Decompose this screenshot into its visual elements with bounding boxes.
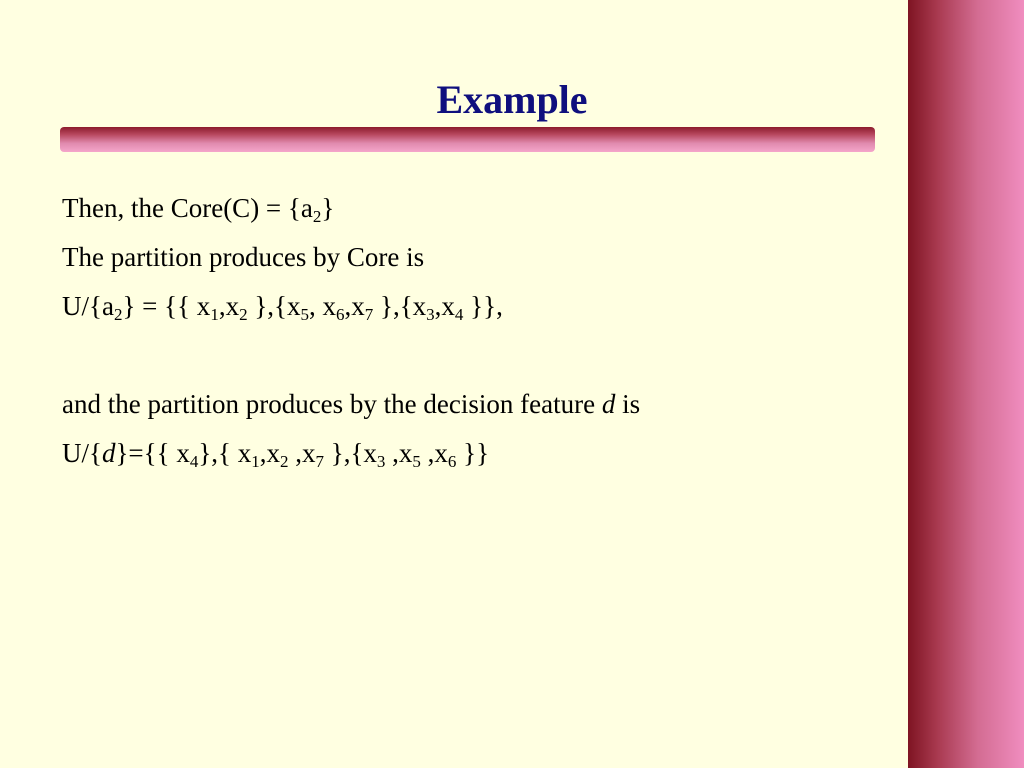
subscript: 6	[447, 452, 457, 471]
subscript: 3	[426, 305, 435, 324]
text-run: ,x	[434, 291, 455, 321]
text-run: ,x	[385, 438, 413, 468]
subscript: 7	[315, 452, 324, 471]
slide-title: Example	[436, 77, 588, 122]
text-run: ,x	[420, 438, 448, 468]
text-run: ,x	[344, 291, 365, 321]
partition-core-intro-line	[62, 233, 902, 282]
text-run: ,x	[288, 438, 316, 468]
text-run: }}	[456, 438, 490, 468]
subscript: 4	[454, 305, 464, 324]
text-run: ,x	[218, 291, 240, 321]
subscript: 2	[312, 207, 322, 226]
text-run: U/{a	[62, 291, 114, 321]
title-underline-bar	[60, 127, 875, 152]
text-run: }={{ x	[115, 438, 190, 468]
subscript: 1	[251, 452, 260, 471]
text-run: , x	[308, 291, 336, 321]
subscript: 6	[335, 305, 345, 324]
text-run: The partition produces by Core is	[62, 242, 425, 272]
slide-body	[62, 184, 902, 478]
blank-line	[62, 331, 902, 380]
italic-variable: d	[601, 389, 616, 419]
text-run: ,x	[259, 438, 280, 468]
subscript: 2	[280, 452, 289, 471]
core-line	[62, 184, 902, 233]
subscript: 5	[300, 305, 309, 324]
text-run: Then, the Core(C) = {a	[62, 193, 313, 223]
subscript: 5	[412, 452, 421, 471]
subscript: 2	[239, 305, 248, 324]
partition-decision-line	[62, 429, 902, 478]
subscript: 1	[210, 305, 219, 324]
subscript: 7	[364, 305, 374, 324]
partition-decision-intro-line	[62, 380, 902, 429]
text-run: }},	[463, 291, 503, 321]
text-run: is	[615, 389, 641, 419]
text-run: }	[321, 193, 335, 223]
text-run: } = {{ x	[122, 291, 211, 321]
subscript: 4	[189, 452, 199, 471]
partition-core-line	[62, 282, 902, 331]
italic-variable: d	[101, 438, 116, 468]
subscript: 2	[113, 305, 123, 324]
text-run: and the partition produces by the decision feature	[62, 389, 602, 419]
text-run: },{ x	[198, 438, 252, 468]
text-run: },{x	[373, 291, 427, 321]
text-run: },{x	[247, 291, 301, 321]
subscript: 3	[376, 452, 386, 471]
text-run: },{x	[324, 438, 377, 468]
text-run: U/{	[62, 438, 102, 468]
